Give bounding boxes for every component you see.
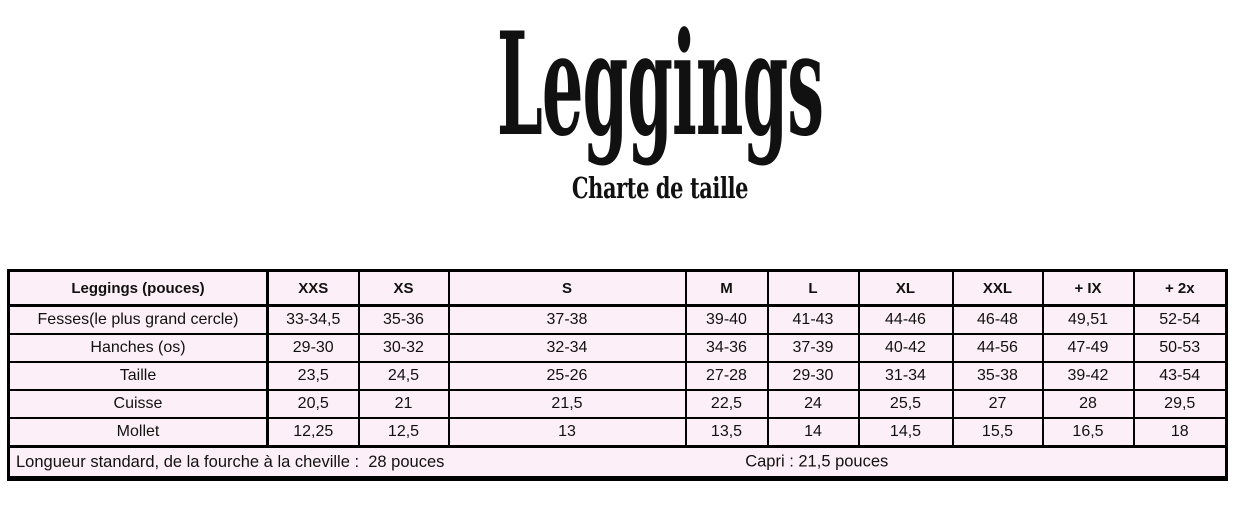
measurement-cell: 13,5 [686,418,768,447]
measurement-cell: 21 [359,390,449,418]
measurement-cell: 39-40 [686,306,768,335]
page-title: Leggings [496,2,824,168]
measurement-cell: 16,5 [1043,418,1134,447]
measurement-cell: 37-39 [768,334,859,362]
table-row [9,334,1227,362]
measurement-cell: 29-30 [268,334,359,362]
row-label: Mollet [9,418,268,447]
row-label: Taille [9,362,268,390]
measurement-cell: 35-38 [953,362,1043,390]
measurement-cell: 14,5 [859,418,953,447]
measurement-cell: 32-34 [449,334,686,362]
table-row [9,306,1227,335]
measurement-cell: 27 [953,390,1043,418]
size-header: XXL [953,271,1043,306]
measurement-cell: 24,5 [359,362,449,390]
size-header: M [686,271,768,306]
measurement-cell: 47-49 [1043,334,1134,362]
measurement-cell: 25-26 [449,362,686,390]
measurement-cell: 34-36 [686,334,768,362]
table-head [9,271,1227,306]
row-label: Hanches (os) [9,334,268,362]
table-corner-label: Leggings (pouces) [9,271,268,306]
measurement-cell: 52-54 [1134,306,1227,335]
table-row [9,418,1227,447]
measurement-cell: 20,5 [268,390,359,418]
row-label: Cuisse [9,390,268,418]
measurement-cell: 44-46 [859,306,953,335]
header-row [9,271,1227,306]
size-header: + 2x [1134,271,1227,306]
measurement-cell: 15,5 [953,418,1043,447]
size-chart-table [7,269,1228,481]
measurement-cell: 25,5 [859,390,953,418]
measurement-cell: 41-43 [768,306,859,335]
measurement-cell: 23,5 [268,362,359,390]
measurement-cell: 40-42 [859,334,953,362]
table-row [9,362,1227,390]
size-header: XXS [268,271,359,306]
measurement-cell: 33-34,5 [268,306,359,335]
measurement-cell: 30-32 [359,334,449,362]
size-header: XS [359,271,449,306]
measurement-cell: 13 [449,418,686,447]
measurement-cell: 27-28 [686,362,768,390]
measurement-cell: 37-38 [449,306,686,335]
footer-row [9,447,1227,479]
measurement-cell: 31-34 [859,362,953,390]
measurement-cell: 28 [1043,390,1134,418]
measurement-cell: 24 [768,390,859,418]
table-row [9,390,1227,418]
measurement-cell: 14 [768,418,859,447]
size-header: XL [859,271,953,306]
standard-length-note: Longueur standard, de la fourche à la cheville : 28 pouces [16,452,445,471]
title-block [0,0,1236,203]
page-subtitle: Charte de taille [571,171,749,205]
measurement-cell: 12,5 [359,418,449,447]
measurement-cell: 21,5 [449,390,686,418]
size-header: S [449,271,686,306]
measurement-cell: 12,25 [268,418,359,447]
measurement-cell: 35-36 [359,306,449,335]
size-header: + IX [1043,271,1134,306]
row-label: Fesses(le plus grand cercle) [9,306,268,335]
measurement-cell: 43-54 [1134,362,1227,390]
measurement-cell: 18 [1134,418,1227,447]
measurement-cell: 29,5 [1134,390,1227,418]
measurement-cell: 39-42 [1043,362,1134,390]
measurement-cell: 22,5 [686,390,768,418]
measurement-cell: 49,51 [1043,306,1134,335]
table-body [9,306,1227,479]
measurement-cell: 50-53 [1134,334,1227,362]
footer-cell [9,447,1227,479]
capri-length-note: Capri : 21,5 pouces [745,452,889,471]
measurement-cell: 46-48 [953,306,1043,335]
measurement-cell: 44-56 [953,334,1043,362]
size-header: L [768,271,859,306]
measurement-cell: 29-30 [768,362,859,390]
